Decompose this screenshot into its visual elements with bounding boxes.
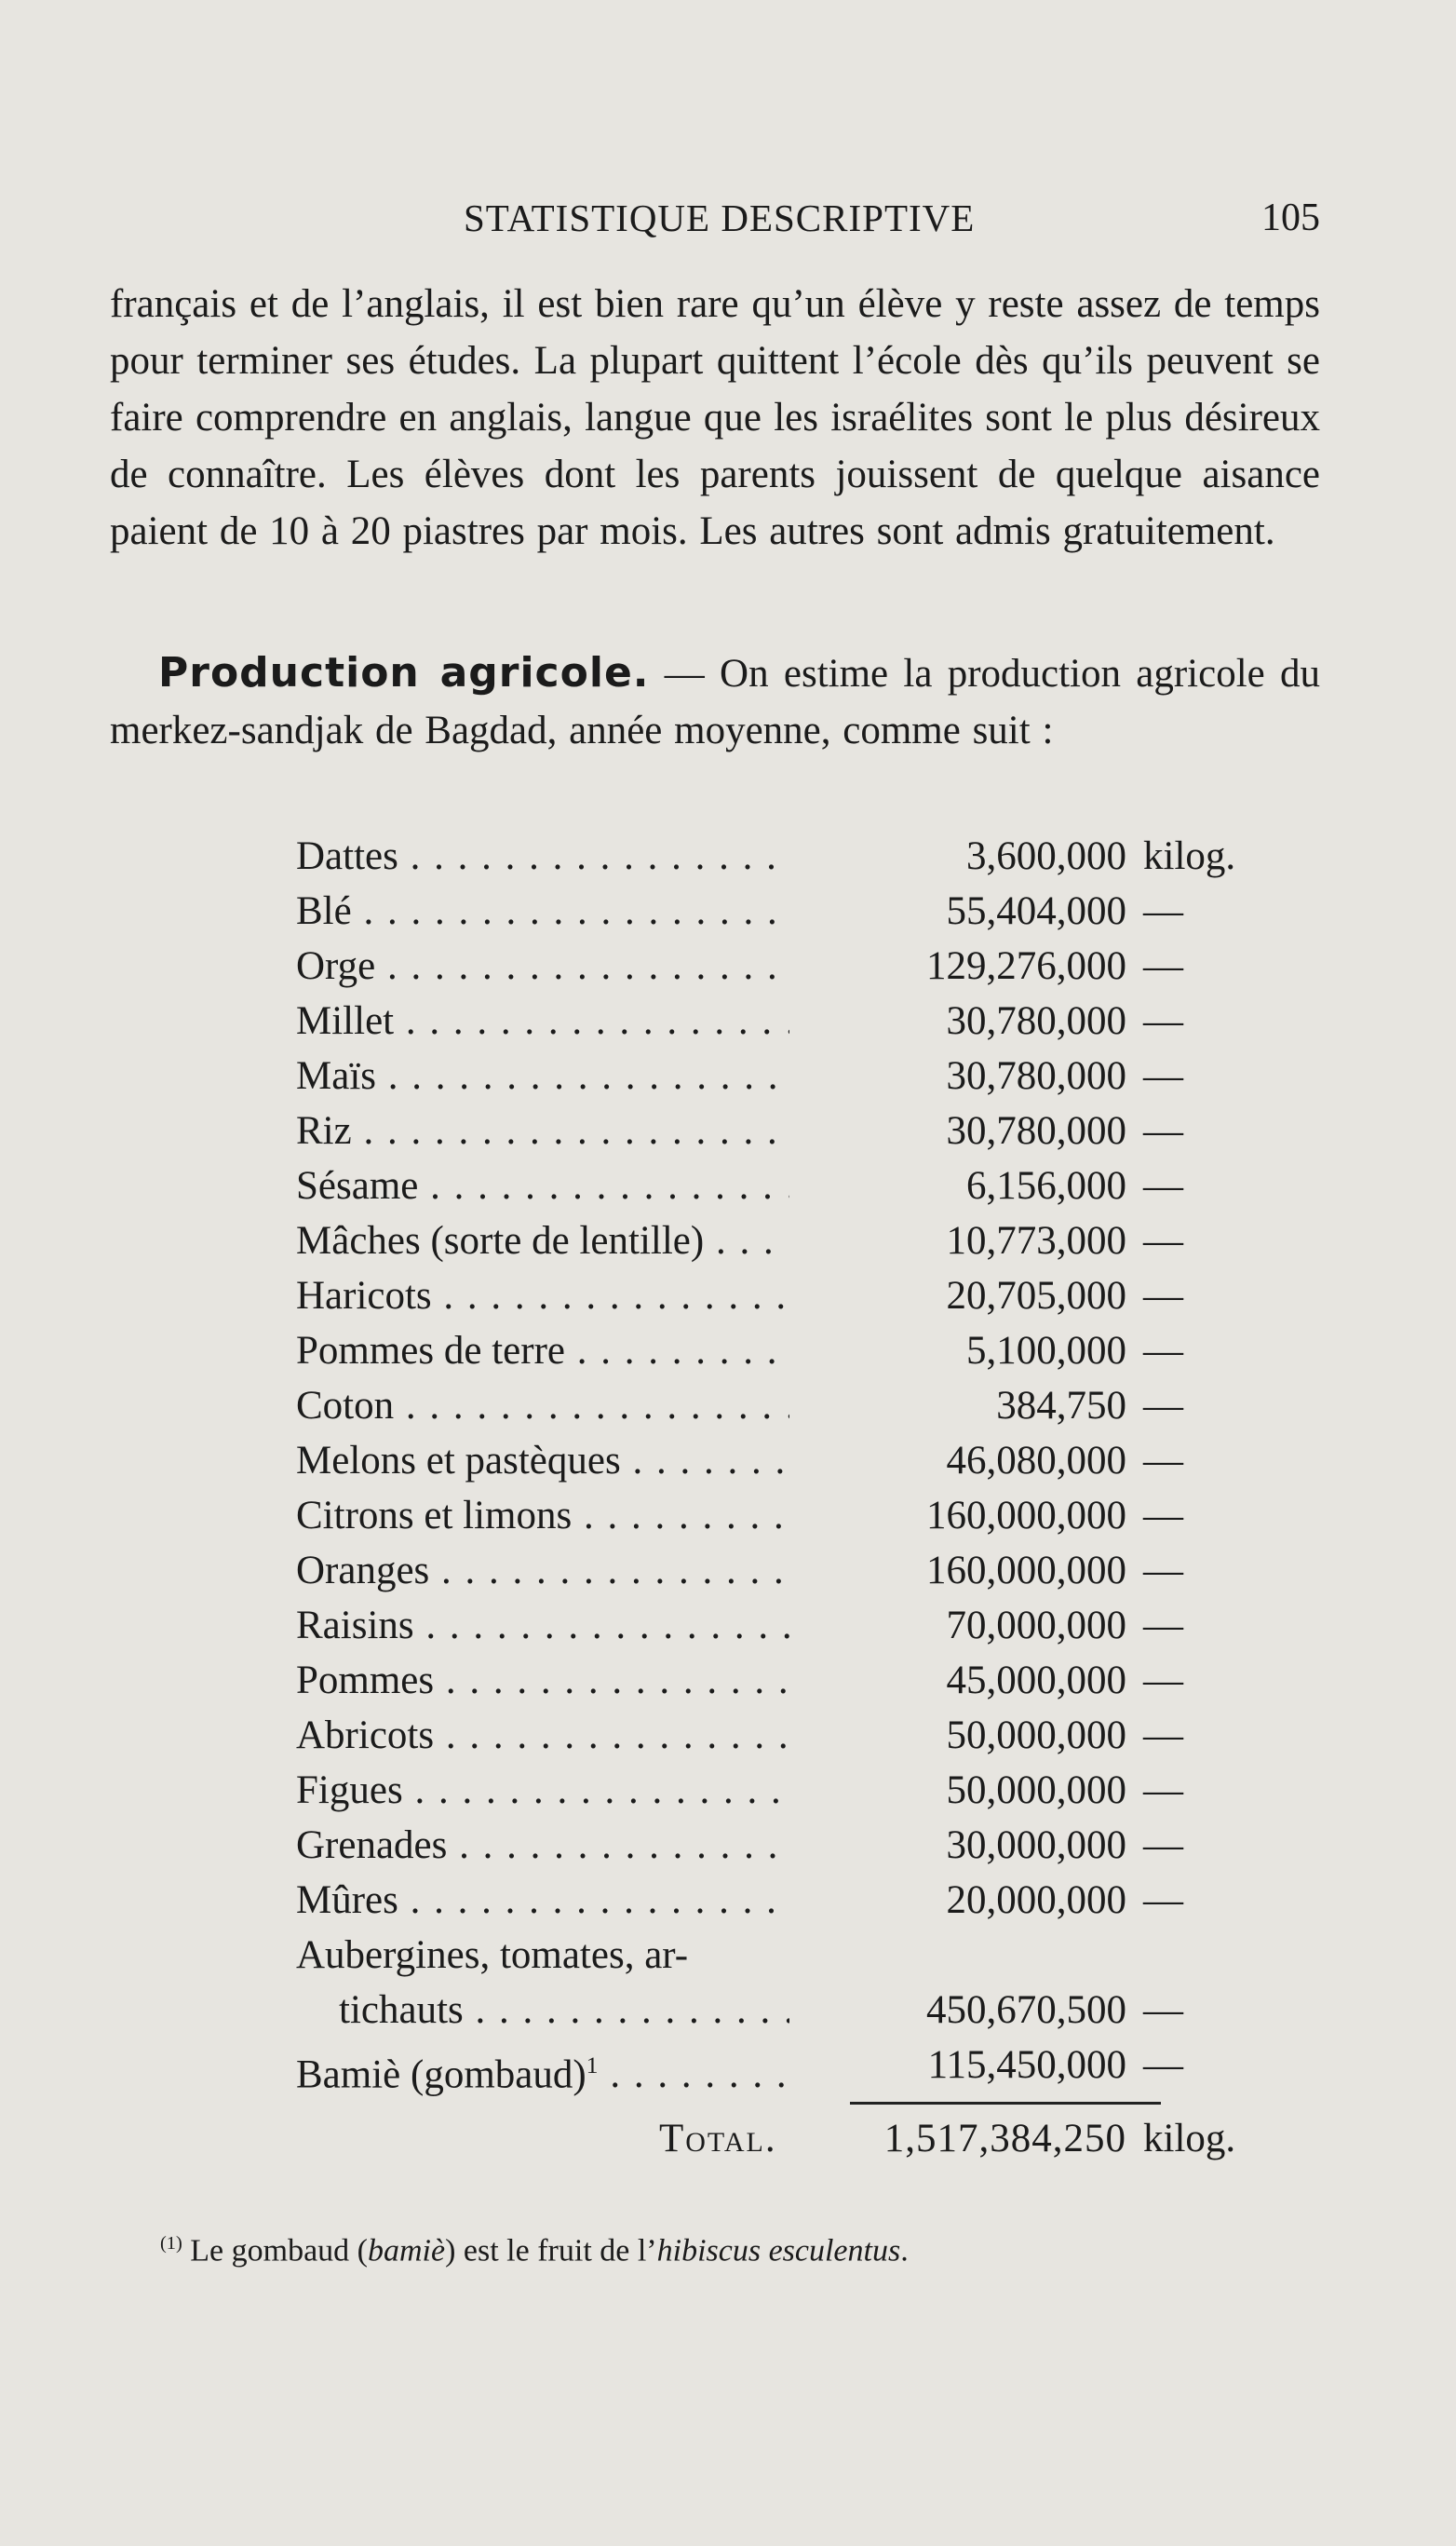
row-value: 5,100,000 (966, 1329, 1126, 1373)
row-value: 50,000,000 (946, 1768, 1126, 1812)
row-unit: — (1143, 944, 1183, 988)
row-unit: — (1143, 1988, 1183, 2032)
row-unit: — (1143, 999, 1183, 1043)
table-row (296, 1158, 1264, 1213)
row-unit: — (1143, 1823, 1183, 1867)
total-row (296, 2102, 1264, 2176)
row-unit: — (1143, 1713, 1183, 1757)
row-label: Orge . . . (296, 939, 789, 994)
row-label: Millet . . . (296, 994, 789, 1049)
row-label-line1: Aubergines, tomates, ar- (296, 1933, 689, 1977)
row-value: 115,450,000 (927, 2043, 1126, 2087)
row-value: 46,080,000 (946, 1439, 1126, 1483)
row-unit: — (1143, 1329, 1183, 1373)
running-title: STATISTIQUE DESCRIPTIVE (464, 196, 976, 239)
row-label: Abricots . . . (296, 1708, 789, 1763)
row-label: Bamiè (gombaud)$^1$ . . . (296, 2038, 789, 2102)
row-unit: kilog. (1143, 834, 1236, 878)
paragraph-schools: français et de l’anglais, il est bien rare qu’un élève y reste assez de temps pour terminer ses études. La plupart quittent l’école dès qu’ils peuvent se faire comprendre en anglais, langue que les israélites sont le plus désireux de connaître. Les élèves dont les parents jouissent de quelque aisance paient de 10 à 20 piastres par mois. Les autres sont admis gratuitement. (110, 282, 1320, 553)
table-row (296, 1433, 1264, 1488)
row-value: 20,000,000 (946, 1878, 1126, 1922)
row-label: Blé . . . (296, 884, 789, 939)
row-unit: — (1143, 1439, 1183, 1483)
table-row (296, 1763, 1264, 1818)
row-value: 384,750 (996, 1384, 1126, 1428)
table-row (296, 1543, 1264, 1598)
section-text: — On estime la production agricole du merkez-sandjak de Bagdad, année moyenne, comme suit : (110, 652, 1321, 752)
footnote-term: bamiè (368, 2233, 446, 2268)
row-unit: — (1143, 1549, 1183, 1592)
table-row (296, 1049, 1264, 1104)
row-unit: — (1143, 1494, 1183, 1537)
row-value: 160,000,000 (926, 1494, 1126, 1537)
table-row (296, 1213, 1264, 1268)
table-row (296, 1268, 1264, 1323)
total-value: 1,517,384,250 (883, 2117, 1126, 2160)
table-row (296, 884, 1264, 939)
table-row (296, 994, 1264, 1049)
table-row (296, 2038, 1264, 2097)
row-value: 10,773,000 (946, 1219, 1126, 1263)
row-label: Citrons et limons . . . (296, 1488, 789, 1543)
row-unit: — (1143, 1164, 1183, 1208)
row-label: Coton . . . (296, 1378, 789, 1433)
row-value: 50,000,000 (946, 1713, 1126, 1757)
row-unit: — (1143, 1054, 1183, 1098)
row-unit: — (1143, 1219, 1183, 1263)
row-unit: — (1143, 889, 1183, 933)
footnote-number: (1) (160, 2233, 182, 2254)
row-label: Mûres . . . (296, 1873, 789, 1928)
footnote-species: hibiscus esculentus (656, 2233, 901, 2268)
row-label (296, 1928, 789, 2038)
row-unit: — (1143, 1659, 1183, 1702)
production-table (296, 829, 1264, 2176)
row-label: Oranges . . . (296, 1543, 789, 1598)
row-label: Riz . . . (296, 1104, 789, 1158)
section-heading: Production agricole. (158, 649, 650, 697)
row-unit: — (1143, 1384, 1183, 1428)
table-row (296, 829, 1264, 884)
table-row (296, 1928, 1264, 2038)
row-value: 3,600,000 (966, 834, 1126, 878)
total-label: Total. (659, 2117, 777, 2160)
footnote: $^{(1)}$ Le gombaud (bamiè) est le fruit de l’hibiscus esculentus. (160, 2233, 909, 2268)
row-value: 160,000,000 (926, 1549, 1126, 1592)
row-unit: — (1143, 1878, 1183, 1922)
row-label: Raisins . . . (296, 1598, 789, 1653)
row-label: Sésame . . . (296, 1158, 789, 1213)
table-row (296, 1653, 1264, 1708)
row-value: 30,780,000 (946, 999, 1126, 1043)
row-unit: — (1143, 2043, 1183, 2087)
row-label: Figues . . . (296, 1763, 789, 1818)
row-value: 129,276,000 (926, 944, 1126, 988)
running-head (110, 196, 1320, 251)
row-value: 30,780,000 (946, 1054, 1126, 1098)
paragraph-production (110, 644, 1320, 759)
row-label: Grenades . . . (296, 1818, 789, 1873)
table-row (296, 1378, 1264, 1433)
table-row (296, 1598, 1264, 1653)
row-label: Haricots . . . (296, 1268, 789, 1323)
row-unit: — (1143, 1604, 1183, 1647)
row-value: 6,156,000 (966, 1164, 1126, 1208)
row-label: Maïs . . . (296, 1049, 789, 1104)
row-value: 450,670,500 (926, 1988, 1126, 2032)
table-row (296, 1818, 1264, 1873)
row-value: 55,404,000 (946, 889, 1126, 933)
row-value: 70,000,000 (946, 1604, 1126, 1647)
table-row (296, 1873, 1264, 1928)
row-label: Melons et pastèques . . . (296, 1433, 789, 1488)
row-label: Dattes . . . (296, 829, 789, 884)
row-value: 30,000,000 (946, 1823, 1126, 1867)
row-label: Pommes de terre . . . (296, 1323, 789, 1378)
row-label: Pommes . . . (296, 1653, 789, 1708)
row-unit: — (1143, 1274, 1183, 1318)
row-value: 20,705,000 (946, 1274, 1126, 1318)
total-unit: kilog. (1143, 2117, 1236, 2160)
table-row (296, 1104, 1264, 1158)
row-unit: — (1143, 1109, 1183, 1153)
page-number: 105 (1261, 196, 1320, 239)
row-unit: — (1143, 1768, 1183, 1812)
table-row (296, 939, 1264, 994)
row-label-line2: tichauts . . . (296, 1983, 789, 2038)
row-value: 30,780,000 (946, 1109, 1126, 1153)
row-value: 45,000,000 (946, 1659, 1126, 1702)
row-label: Mâches (sorte de lentille) . . . (296, 1213, 789, 1268)
table-row (296, 1488, 1264, 1543)
footnote-mark: 1 (586, 2052, 599, 2079)
table-row (296, 1323, 1264, 1378)
table-row (296, 1708, 1264, 1763)
